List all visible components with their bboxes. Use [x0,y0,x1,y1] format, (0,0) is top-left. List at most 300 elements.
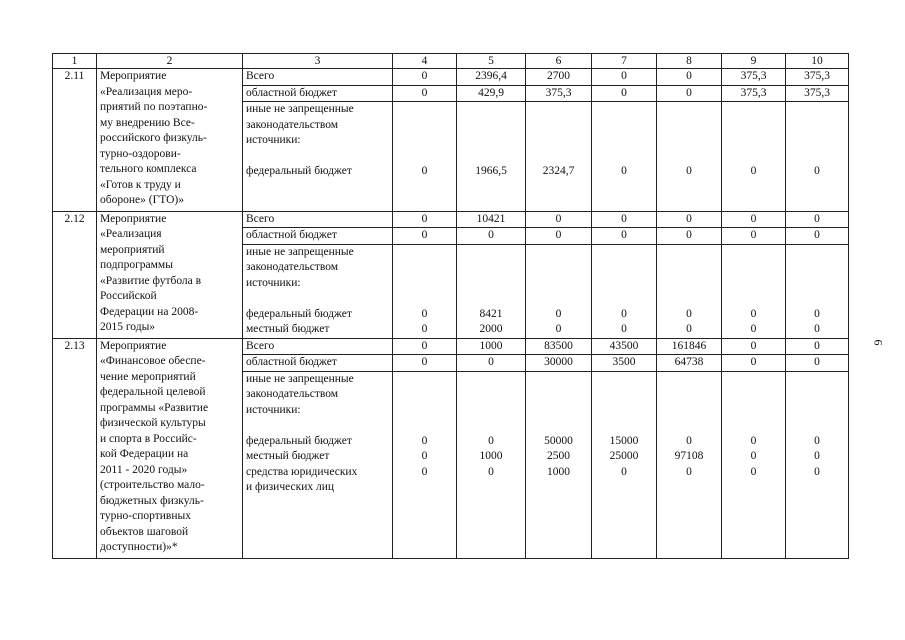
regional-budget-value-text: 0 [750,356,757,368]
blank-line [725,418,782,434]
regional-budget-value [657,228,722,245]
source-name: федеральный бюджет [246,434,352,447]
column-number: 3 [243,54,393,69]
total-value [657,211,722,228]
measure-total-row [53,211,849,228]
source-label-total [243,338,393,355]
regional-budget-value-text: 0 [686,86,692,99]
measure-number-text: 2.11 [64,70,85,82]
total-value [657,69,722,86]
measure-name-line: «Реализация [100,228,162,240]
other-sources-values [657,244,722,338]
blank-line [725,118,782,134]
total-value [592,69,657,86]
measure-name-line: объектов шаговой [100,525,189,538]
source-value: 1966,5 [475,165,507,177]
blank-line [595,276,653,292]
blank-line [725,291,782,307]
blank-line [460,118,522,134]
source-label-regional [243,228,393,245]
blank-line [396,403,453,419]
blank-line [789,260,845,276]
blank-line [460,102,522,118]
measure-name-line: «Финансовое обеспе- [100,355,206,367]
source-name: федеральный бюджет [246,165,352,177]
regional-budget-value [457,228,526,245]
blank-line [660,403,718,419]
measure-number [53,69,97,212]
blank-line [725,133,782,149]
measure-name-line: Федерации на 2008- [100,305,199,318]
source-value: 2500 [547,450,570,462]
blank-line [660,418,718,434]
source-label-regional [243,85,393,102]
regional-budget-value-text: 375,3 [804,86,830,99]
source-value: 0 [814,465,820,478]
regional-budget-value [592,228,657,245]
source-label-text: областной бюджет [246,86,337,99]
blank-line [396,291,453,307]
regional-budget-value [393,85,457,102]
other-sources-label [243,102,393,212]
blank-line [789,102,845,118]
blank-line [725,403,782,419]
total-value-text: 0 [421,70,428,82]
measure-name-line: турно-спортивных [100,510,191,522]
blank-line [789,276,845,292]
source-label-text: областной бюджет [246,229,337,241]
blank-line [246,542,389,558]
source-value: 0 [621,307,627,320]
other-sources-line: источники: [246,134,301,146]
source-value: 0 [814,165,820,177]
measure-name-line: «Реализация меро- [100,85,193,98]
total-value [393,338,457,355]
blank-line [529,118,588,134]
measure-name-line: физической культуры [100,417,206,429]
source-name: местный бюджет [246,450,330,462]
source-value: 0 [488,434,494,447]
regional-budget-value [592,355,657,372]
total-value-text: 0 [686,212,692,225]
blank-line [246,511,389,527]
measure-name-line: Мероприятие [100,70,167,82]
blank-line [246,527,389,543]
regional-budget-value-text: 0 [488,356,494,368]
source-value: 25000 [609,450,639,462]
blank-line [460,245,522,261]
other-sources-values [786,244,849,338]
blank-line [460,260,522,276]
blank-line [660,291,718,307]
blank-line [789,403,845,419]
regional-budget-value-text: 0 [621,229,627,241]
total-value [786,338,849,355]
source-value: 0 [814,323,820,335]
regional-budget-value-text: 0 [750,229,757,241]
blank-line [529,387,588,403]
source-value: 0 [750,434,757,447]
source-value: 1000 [547,465,570,478]
other-sources-values [526,102,592,212]
blank-line [396,276,453,292]
blank-line [660,276,718,292]
blank-line [460,291,522,307]
measure-number-text: 2.13 [64,339,85,352]
blank-line [529,403,588,419]
blank-line [595,291,653,307]
total-value [393,211,457,228]
total-value-text: 375,3 [740,70,767,82]
source-name: местный бюджет [246,323,330,335]
measure-name-line: Российской [100,290,157,302]
blank-line [460,149,522,165]
blank-line [660,387,718,403]
source-value: 0 [814,307,820,320]
total-value [457,211,526,228]
other-sources-values [457,244,526,338]
regional-budget-value [786,228,849,245]
source-value: 2324,7 [542,165,575,177]
measure-name-line: мероприятий [100,243,165,256]
blank-line [529,245,588,261]
source-label-text: Всего [246,70,275,82]
regional-budget-value-text: 0 [421,356,428,368]
source-value: 15000 [609,434,639,447]
source-value: 0 [750,323,757,335]
blank-line [660,118,718,134]
total-value [457,69,526,86]
blank-line [246,418,389,434]
column-number: 5 [457,54,526,69]
column-number: 7 [592,54,657,69]
source-value: 0 [686,165,692,177]
total-value [657,338,722,355]
measure-name-line: Мероприятие [100,212,167,225]
source-value: 0 [421,323,428,335]
blank-line [396,245,453,261]
regional-budget-value [786,355,849,372]
total-value-text: 0 [555,212,562,225]
other-sources-values [393,102,457,212]
measure-name-line: «Готов к труду и [100,178,181,191]
page-number: 6 [871,339,886,346]
total-value [786,211,849,228]
blank-line [725,276,782,292]
blank-line [246,180,389,196]
source-value: 0 [421,465,428,478]
source-value: 0 [686,307,692,320]
source-label-text: Всего [246,339,275,352]
blank-line [725,102,782,118]
blank-line [595,403,653,419]
other-sources-values [592,102,657,212]
other-sources-line: источники: [246,403,301,416]
source-value: 0 [421,450,428,462]
total-value [457,338,526,355]
blank-line [396,260,453,276]
regional-budget-value [526,228,592,245]
measure-name-line: кой Федерации на [100,448,189,460]
source-value: 8421 [479,307,503,320]
blank-line [529,291,588,307]
blank-line [725,260,782,276]
blank-line [725,149,782,165]
other-sources-values [457,371,526,558]
regional-budget-value [393,355,457,372]
total-value-text: 43500 [609,339,639,352]
blank-line [595,418,653,434]
measure-name-line: бюджетных физкуль- [100,494,204,507]
measure-name-line: доступности)»* [100,541,178,553]
other-sources-line: законодательством [246,118,339,131]
source-label-total [243,211,393,228]
total-value [786,69,849,86]
regional-budget-value-text: 0 [686,229,692,241]
regional-budget-value-text: 0 [488,229,494,241]
regional-budget-value [786,85,849,102]
other-sources-line: источники: [246,276,301,289]
total-value [393,69,457,86]
other-sources-values [722,102,786,212]
blank-line [460,403,522,419]
regional-budget-value [526,355,592,372]
regional-budget-value-text: 3500 [612,356,636,368]
blank-line [660,102,718,118]
source-value: 0 [421,307,428,320]
other-sources-values [592,371,657,558]
budget-table [52,53,849,559]
measure-number-text: 2.12 [64,212,85,225]
blank-line [595,149,653,165]
total-value [526,69,592,86]
blank-line [460,133,522,149]
column-number: 1 [53,54,97,69]
total-value-text: 0 [814,212,820,225]
measure-name-line: Мероприятие [100,339,167,352]
measure-name-line: обороне» (ГТО)» [100,194,184,206]
source-value: 0 [555,307,562,320]
source-value: 0 [621,323,627,335]
blank-line [725,372,782,388]
total-value-text: 1000 [479,339,503,352]
total-value [722,211,786,228]
regional-budget-value [722,228,786,245]
column-number: 6 [526,54,592,69]
total-value-text: 0 [421,339,428,352]
column-number-row [53,54,849,69]
total-value-text: 161846 [671,339,707,352]
column-number: 8 [657,54,722,69]
measure-name-line: турно-оздорови- [100,147,181,160]
regional-budget-value-text: 0 [421,229,428,241]
other-sources-values [657,371,722,558]
source-value: 0 [555,323,562,335]
column-number: 9 [722,54,786,69]
source-name: средства юридических [246,465,358,478]
blank-line [595,260,653,276]
other-sources-line: законодательством [246,261,339,273]
regional-budget-value [393,228,457,245]
column-number: 10 [786,54,849,69]
regional-budget-value [457,355,526,372]
source-value: 0 [488,465,494,478]
total-value-text: 0 [750,212,757,225]
regional-budget-value [457,85,526,102]
source-label-total [243,69,393,86]
regional-budget-value-text: 375,3 [740,86,767,99]
source-value: 0 [421,434,428,447]
source-value: 0 [750,450,757,462]
blank-line [789,418,845,434]
measure-total-row [53,69,849,86]
source-value: 0 [750,307,757,320]
regional-budget-value-text: 375,3 [545,86,572,99]
other-sources-line: иные не запрещенные [246,372,354,385]
blank-line [529,260,588,276]
total-value-text: 0 [814,339,820,352]
blank-line [246,149,389,165]
blank-line [396,118,453,134]
blank-line [595,245,653,261]
blank-line [725,245,782,261]
other-sources-values [786,102,849,212]
blank-line [246,195,389,211]
other-sources-values [592,244,657,338]
blank-line [789,149,845,165]
blank-line [396,102,453,118]
source-value: 0 [421,165,428,177]
total-value-text: 0 [621,212,627,225]
blank-line [660,245,718,261]
blank-line [789,291,845,307]
other-sources-values [722,371,786,558]
blank-line [529,149,588,165]
measure-name-line: 2015 годы» [100,321,156,333]
measure-name-line: программы «Развитие [100,401,209,414]
blank-line [246,496,389,512]
blank-line [789,245,845,261]
column-number: 4 [393,54,457,69]
measure-number [53,338,97,558]
total-value-text: 10421 [476,212,506,225]
total-value-text: 2396,4 [475,70,507,82]
regional-budget-value-text: 0 [555,229,562,241]
measure-number [53,211,97,338]
total-value-text: 83500 [544,339,573,352]
blank-line [660,149,718,165]
blank-line [246,291,389,307]
other-sources-label [243,244,393,338]
source-name-continued: и физических лиц [246,481,335,493]
total-value [526,211,592,228]
blank-line [396,149,453,165]
source-value: 2000 [479,323,503,335]
blank-line [529,102,588,118]
blank-line [396,372,453,388]
total-value-text: 0 [686,70,692,82]
source-value: 0 [621,165,627,177]
measure-name-line: (строительство мало- [100,479,205,491]
measure-name [97,338,243,558]
source-value: 0 [750,465,757,478]
regional-budget-value-text: 30000 [544,356,573,368]
blank-line [595,102,653,118]
blank-line [725,387,782,403]
regional-budget-value-text: 64738 [674,356,704,368]
measure-name-line: приятий по поэтапно- [100,101,208,113]
other-sources-values [786,371,849,558]
source-value: 0 [686,465,692,478]
budget-table-body [53,54,849,559]
blank-line [460,418,522,434]
measure-name-line: тельного комплекса [100,163,197,175]
other-sources-line: законодательством [246,388,339,400]
total-value-text: 0 [621,70,627,82]
blank-line [595,387,653,403]
regional-budget-value-text: 0 [814,356,820,368]
measure-name-line: 2011 - 2020 годы» [100,463,188,476]
blank-line [529,133,588,149]
column-number: 2 [97,54,243,69]
source-label-regional [243,355,393,372]
source-value: 1000 [479,450,503,462]
source-label-text: Всего [246,212,275,225]
total-value-text: 2700 [547,70,570,82]
total-value [722,338,786,355]
total-value-text: 0 [750,339,757,352]
blank-line [595,118,653,134]
regional-budget-value [657,355,722,372]
other-sources-values [457,102,526,212]
blank-line [789,118,845,134]
measure-name-line: «Развитие футбола в [100,274,202,287]
source-label-text: областной бюджет [246,356,337,368]
regional-budget-value [722,355,786,372]
blank-line [396,387,453,403]
total-value [526,338,592,355]
regional-budget-value [592,85,657,102]
source-value: 0 [686,323,692,335]
blank-line [460,372,522,388]
other-sources-values [526,371,592,558]
blank-line [529,372,588,388]
blank-line [595,133,653,149]
blank-line [660,260,718,276]
blank-line [529,418,588,434]
other-sources-values [657,102,722,212]
blank-line [789,372,845,388]
blank-line [660,133,718,149]
blank-line [529,276,588,292]
source-name: федеральный бюджет [246,307,352,320]
blank-line [595,372,653,388]
measure-name-line: му внедрению Все- [100,116,195,129]
blank-line [460,387,522,403]
measure-name [97,69,243,212]
source-value: 97108 [674,450,704,462]
source-value: 0 [621,465,627,478]
regional-budget-value-text: 0 [621,86,627,99]
source-value: 50000 [544,434,573,447]
total-value [592,211,657,228]
source-value: 0 [814,434,820,447]
regional-budget-value-text: 429,9 [478,86,504,99]
measure-name-line: чение мероприятий [100,370,196,383]
measure-total-row [53,338,849,355]
source-value: 0 [686,434,692,447]
measure-name-line: федеральной целевой [100,386,206,398]
